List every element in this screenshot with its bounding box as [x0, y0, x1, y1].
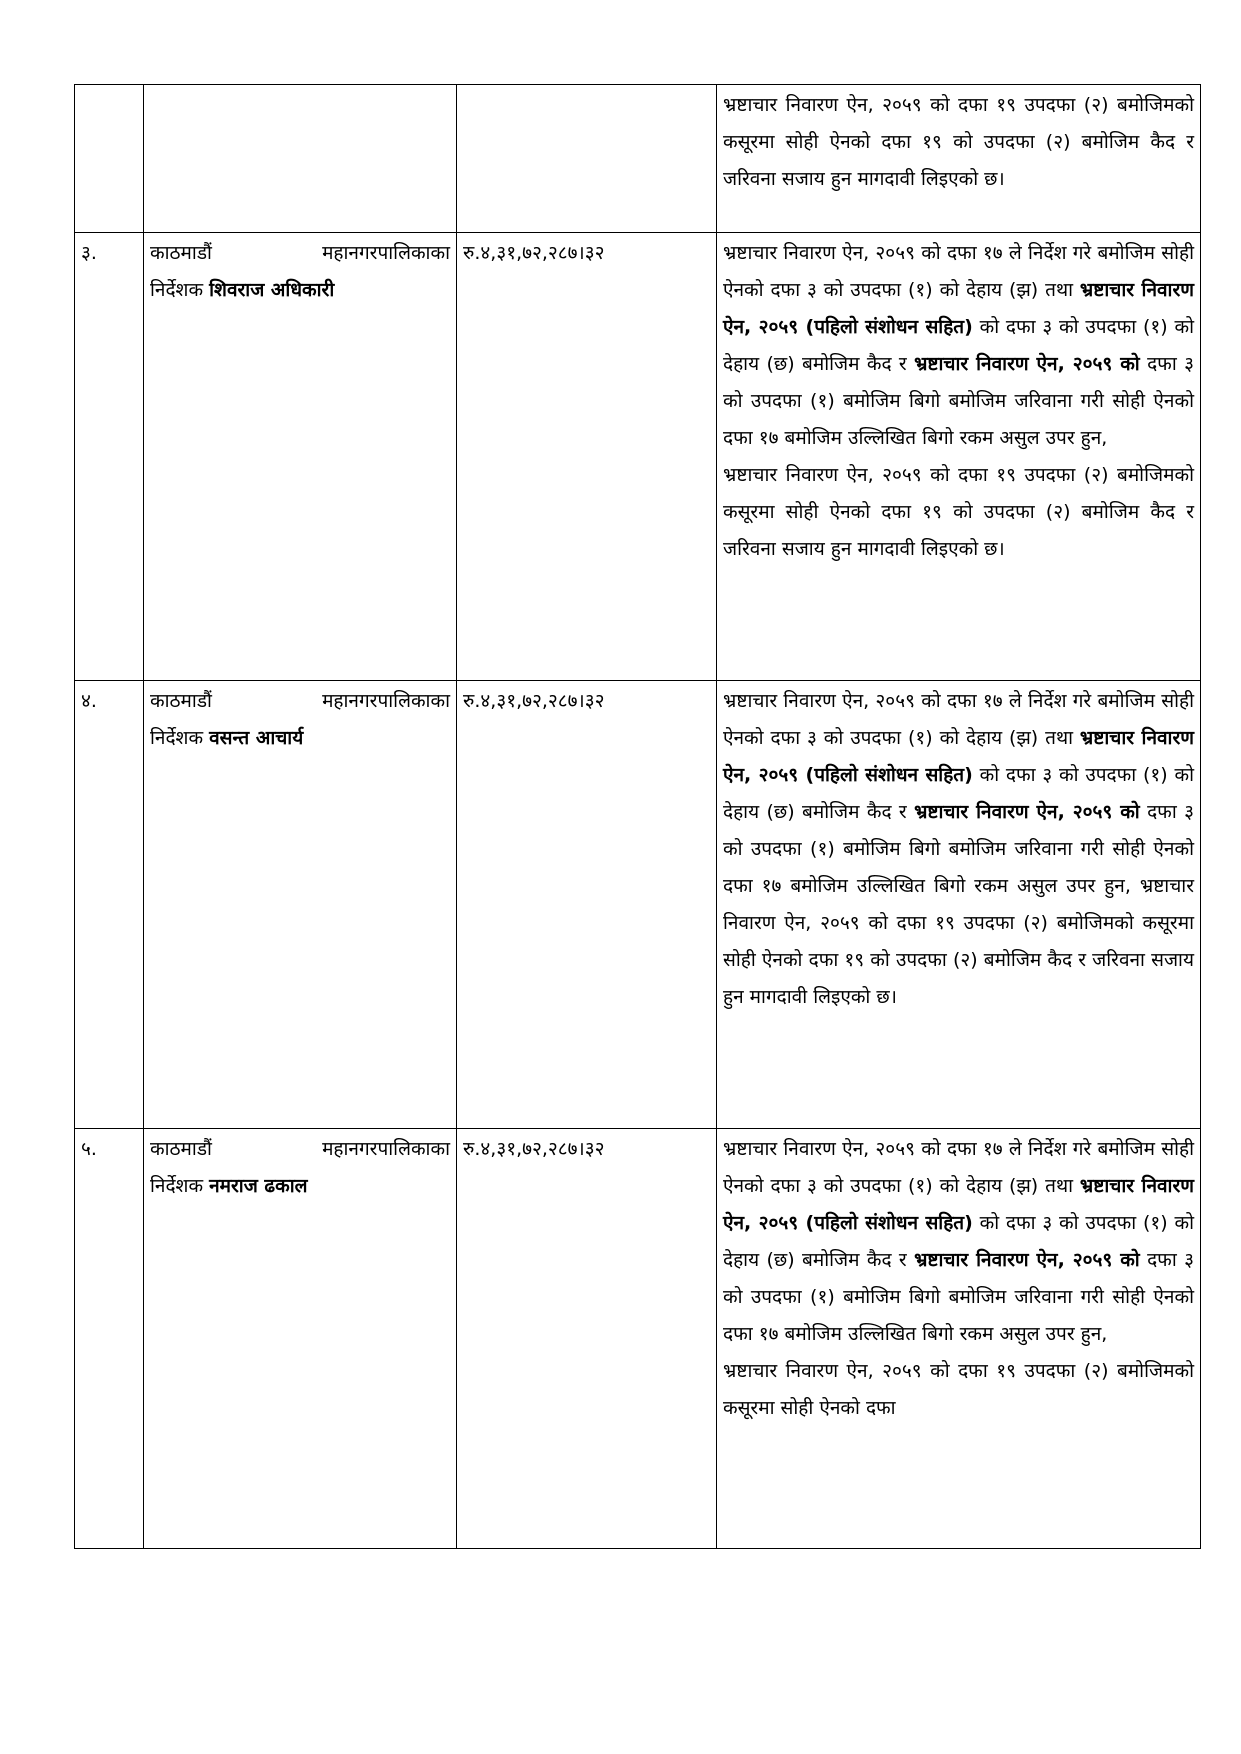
- accused-name: शिवराज अधिकारी: [209, 279, 335, 301]
- demand-paragraph: [723, 87, 1194, 198]
- org-name: काठमाडौं: [150, 242, 212, 264]
- bold-text: भ्रष्टाचार निवारण ऐन, २०५९ को: [914, 1249, 1140, 1271]
- org-line: [150, 235, 450, 272]
- table-row: [75, 233, 1201, 681]
- amount-cell: रु.४,३१,७२,२८७।३२: [457, 1129, 717, 1549]
- table-row: [75, 85, 1201, 233]
- text: को दफा ३ को उपदफा (१) को देहाय (छ) बमोजिम कैद र: [723, 1212, 1194, 1271]
- bold-text: भ्रष्टाचार निवारण ऐन, २०५९ (पहिलो संशोधन सहित): [723, 1175, 1194, 1234]
- designation-line: [150, 720, 450, 757]
- bold-text: भ्रष्टाचार निवारण ऐन, २०५९ (पहिलो संशोधन सहित): [723, 279, 1194, 338]
- accused-cell: [144, 681, 457, 1129]
- org-name-suffix: महानगरपालिकाका: [322, 1138, 450, 1160]
- demand-paragraph: [723, 1131, 1194, 1353]
- text: भ्रष्टाचार निवारण ऐन, २०५९ को दफा १९ उपदफा (२) बमोजिमको कसूरमा सोही ऐनको दफा १९ को उपदफा (२) बमोजिम कैद र जरिवना सजाय हुन मागदावी लिइएको छ।: [723, 94, 1194, 190]
- designation: निर्देशक: [150, 727, 210, 749]
- bold-text: भ्रष्टाचार निवारण ऐन, २०५९ को: [914, 801, 1140, 823]
- serial-number-cell: ३.: [75, 233, 144, 681]
- text: को दफा ३ को उपदफा (१) को देहाय (छ) बमोजिम कैद र: [723, 764, 1194, 823]
- accused-name: वसन्त आचार्य: [209, 727, 304, 749]
- text: भ्रष्टाचार निवारण ऐन, २०५९ को दफा १९ उपदफा (२) बमोजिमको कसूरमा सोही ऐनको दफा १९ को उपदफा (२) बमोजिम कैद र जरिवना सजाय हुन मागदावी लिइएको छ।: [723, 464, 1194, 560]
- bold-text: भ्रष्टाचार निवारण ऐन, २०५९ (पहिलो संशोधन सहित): [723, 727, 1194, 786]
- text: भ्रष्टाचार निवारण ऐन, २०५९ को दफा १७ ले निर्देश गरे बमोजिम सोही ऐनको दफा ३ को उपदफा (१) को देहाय (झ) तथा: [723, 242, 1194, 301]
- designation: निर्देशक: [150, 1175, 210, 1197]
- demand-cell: [717, 233, 1201, 681]
- accused-table: [74, 84, 1201, 1549]
- designation: निर्देशक: [150, 279, 210, 301]
- amount-cell: [457, 85, 717, 233]
- designation-line: [150, 272, 450, 309]
- accused-cell: [144, 233, 457, 681]
- text: दफा ३ को उपदफा (१) बमोजिम बिगो बमोजिम जरिवाना गरी सोही ऐनको दफा १७ बमोजिम उल्लिखित बिगो रकम असुल उपर हुन, भ्रष्टाचार निवारण ऐन, २०५९ को दफा १९ उपदफा (२) बमोजिमको कसूरमा सोही ऐनको दफा १९ को उपदफा (२) बमोजिम कैद र जरिवना सजाय हुन मागदावी लिइएको छ।: [723, 801, 1194, 1008]
- demand-cell: [717, 85, 1201, 233]
- serial-number-cell: ५.: [75, 1129, 144, 1549]
- text: दफा ३ को उपदफा (१) बमोजिम बिगो बमोजिम जरिवाना गरी सोही ऐनको दफा १७ बमोजिम उल्लिखित बिगो रकम असुल उपर हुन,: [723, 353, 1194, 449]
- bold-text: भ्रष्टाचार निवारण ऐन, २०५९ को: [914, 353, 1140, 375]
- table-row: [75, 1129, 1201, 1549]
- accused-cell: [144, 85, 457, 233]
- demand-paragraph: [723, 235, 1194, 457]
- table-body: [75, 85, 1201, 1549]
- org-name-suffix: महानगरपालिकाका: [322, 690, 450, 712]
- demand-cell: [717, 681, 1201, 1129]
- demand-paragraph: [723, 1353, 1194, 1427]
- accused-cell: [144, 1129, 457, 1549]
- demand-paragraph: [723, 683, 1194, 1016]
- org-name: काठमाडौं: [150, 1138, 212, 1160]
- accused-name: नमराज ढकाल: [209, 1175, 308, 1197]
- text: भ्रष्टाचार निवारण ऐन, २०५९ को दफा १९ उपदफा (२) बमोजिमको कसूरमा सोही ऐनको दफा: [723, 1360, 1194, 1419]
- table-row: [75, 681, 1201, 1129]
- text: को दफा ३ को उपदफा (१) को देहाय (छ) बमोजिम कैद र: [723, 316, 1194, 375]
- org-name: काठमाडौं: [150, 690, 212, 712]
- text: भ्रष्टाचार निवारण ऐन, २०५९ को दफा १७ ले निर्देश गरे बमोजिम सोही ऐनको दफा ३ को उपदफा (१) को देहाय (झ) तथा: [723, 1138, 1194, 1197]
- serial-number-cell: ४.: [75, 681, 144, 1129]
- text: भ्रष्टाचार निवारण ऐन, २०५९ को दफा १७ ले निर्देश गरे बमोजिम सोही ऐनको दफा ३ को उपदफा (१) को देहाय (झ) तथा: [723, 690, 1194, 749]
- amount-cell: रु.४,३१,७२,२८७।३२: [457, 233, 717, 681]
- demand-cell: [717, 1129, 1201, 1549]
- org-name-suffix: महानगरपालिकाका: [322, 242, 450, 264]
- org-line: [150, 1131, 450, 1168]
- text: दफा ३ को उपदफा (१) बमोजिम बिगो बमोजिम जरिवाना गरी सोही ऐनको दफा १७ बमोजिम उल्लिखित बिगो रकम असुल उपर हुन,: [723, 1249, 1194, 1345]
- serial-number-cell: [75, 85, 144, 233]
- designation-line: [150, 1168, 450, 1205]
- amount-cell: रु.४,३१,७२,२८७।३२: [457, 681, 717, 1129]
- org-line: [150, 683, 450, 720]
- demand-paragraph: [723, 457, 1194, 568]
